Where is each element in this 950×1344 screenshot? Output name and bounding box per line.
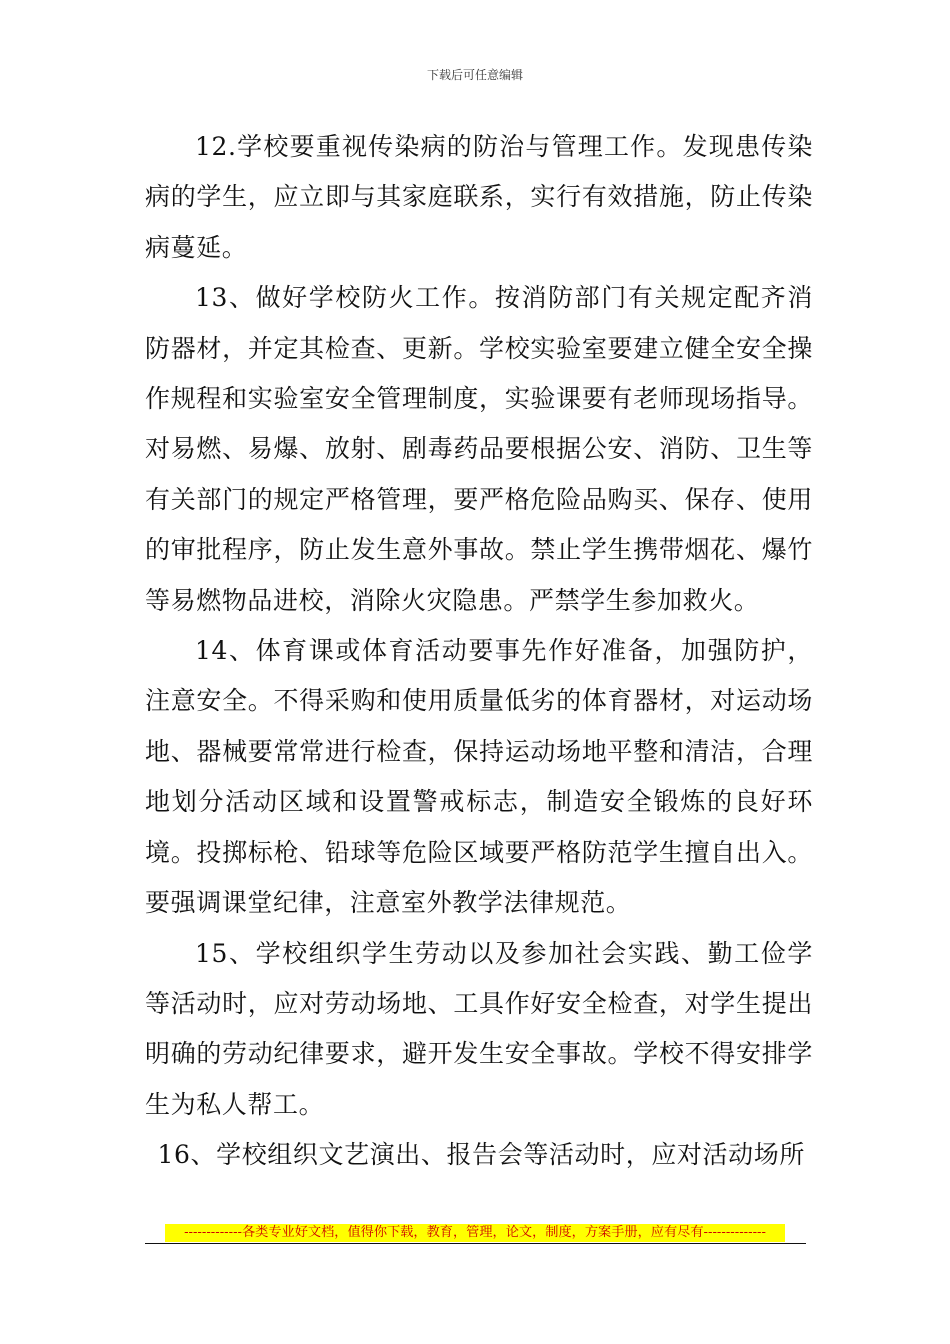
paragraph-13: 13、做好学校防火工作。按消防部门有关规定配齐消防器材，并定其检查、更新。学校实验室要建立健全安全操作规程和实验室安全管理制度，实验课要有老师现场指导。对易燃、易爆、放射、剧毒药品要根据公安、消防、卫生等有关部门的规定严格管理，要严格危险品购买、保存、使用的审批程序，防止发生意外事故。禁止学生携带烟花、爆竹等易燃物品进校，消除火灾隐患。严禁学生参加救火。 (145, 283, 813, 615)
footer-divider (145, 1243, 806, 1244)
footer-banner: -------------各类专业好文档，值得你下载，教育，管理，论文，制度，方案手册，应有尽有-------------- (165, 1224, 785, 1242)
paragraph-14: 14、体育课或体育活动要事先作好准备，加强防护，注意安全。不得采购和使用质量低劣的体育器材，对运动场地、器械要常常进行检查，保持运动场地平整和清洁，合理地划分活动区域和设置警戒标志，制造安全锻炼的良好环境。投掷标枪、铅球等危险区域要严格防范学生擅自出入。要强调课堂纪律，注意室外教学法律规范。 (145, 636, 813, 918)
paragraph-12: 12.学校要重视传染病的防治与管理工作。发现患传染病的学生，应立即与其家庭联系，实行有效措施，防止传染病蔓延。 (145, 132, 813, 262)
page-header-note: 下载后可任意编辑 (426, 68, 523, 82)
paragraph-16: 16、学校组织文艺演出、报告会等活动时，应对活动场所 (157, 1140, 805, 1170)
document-body (145, 122, 813, 1181)
paragraph-15: 15、学校组织学生劳动以及参加社会实践、勤工俭学等活动时，应对劳动场地、工具作好安全检查，对学生提出明确的劳动纪律要求，避开发生安全事故。学校不得安排学生为私人帮工。 (145, 938, 813, 1119)
